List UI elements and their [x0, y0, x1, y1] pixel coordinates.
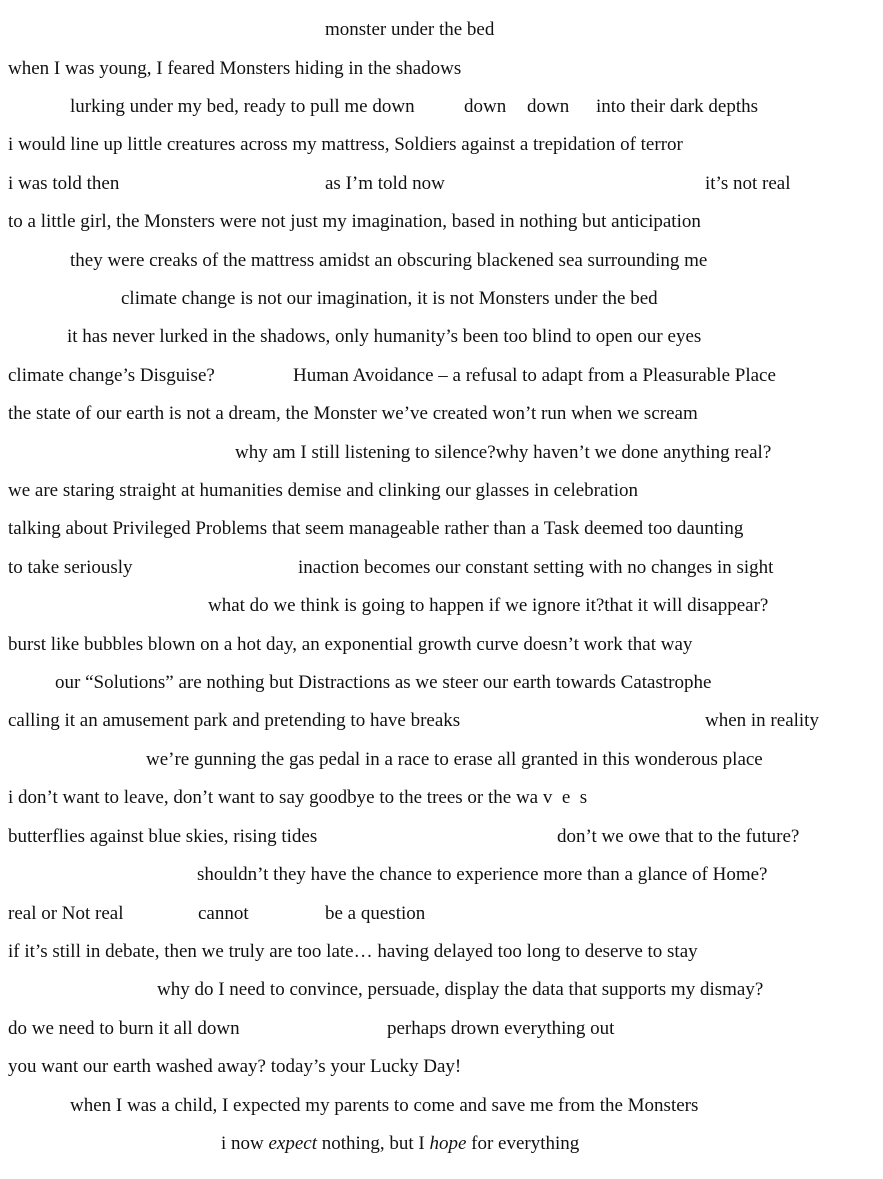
poem-line-fragment: be a question: [325, 903, 426, 924]
poem-line: they were creaks of the mattress amidst an obscuring blackened sea surrounding me: [70, 250, 708, 271]
poem-line: to take seriously: [8, 557, 133, 578]
poem-line: our “Solutions” are nothing but Distractions as we steer our earth towards Catastrophe: [55, 672, 712, 693]
poem-line: burst like bubbles blown on a hot day, an exponential growth curve doesn’t work that way: [8, 634, 693, 655]
closing-text: for everything: [466, 1133, 580, 1154]
poem-line-fragment: when in reality: [705, 710, 819, 731]
poem-line: to a little girl, the Monsters were not just my imagination, based in nothing but anticipation: [8, 211, 701, 232]
poem-line-fragment: perhaps drown everything out: [387, 1018, 615, 1039]
poem-line: we are staring straight at humanities demise and clinking our glasses in celebration: [8, 480, 638, 501]
poem-line: lurking under my bed, ready to pull me down: [70, 96, 415, 117]
poem-line-fragment: it’s not real: [705, 173, 791, 194]
poem-line-fragment: inaction becomes our constant setting with no changes in sight: [298, 557, 774, 578]
poem-line: i would line up little creatures across my mattress, Soldiers against a trepidation of terror: [8, 134, 683, 155]
poem-line: i was told then: [8, 173, 120, 194]
closing-text: i now: [221, 1133, 269, 1154]
poem-line: what do we think is going to happen if we ignore it?that it will disappear?: [208, 595, 769, 616]
closing-emphasis-hope: hope: [429, 1133, 467, 1154]
poem-line: the state of our earth is not a dream, the Monster we’ve created won’t run when we scream: [8, 403, 698, 424]
poem-title: monster under the bed: [325, 19, 495, 40]
poem-line: shouldn’t they have the chance to experience more than a glance of Home?: [197, 864, 768, 885]
poem-line: real or Not real: [8, 903, 124, 924]
poem-line: climate change is not our imagination, it is not Monsters under the bed: [121, 288, 658, 309]
poem-line: if it’s still in debate, then we truly are too late… having delayed too long to deserve to stay: [8, 941, 698, 962]
poem-line: why am I still listening to silence?why haven’t we done anything real?: [235, 442, 772, 463]
poem-line: do we need to burn it all down: [8, 1018, 240, 1039]
poem-line: we’re gunning the gas pedal in a race to erase all granted in this wonderous place: [146, 749, 763, 770]
poem-line: why do I need to convince, persuade, display the data that supports my dismay?: [157, 979, 764, 1000]
closing-text: nothing, but I: [317, 1133, 430, 1154]
poem-line: it has never lurked in the shadows, only humanity’s been too blind to open our eyes: [67, 326, 702, 347]
poem-line: i don’t want to leave, don’t want to say goodbye to the trees or the wa v e s: [8, 787, 588, 808]
poem-line-fragment: don’t we owe that to the future?: [557, 826, 800, 847]
poem-line: when I was young, I feared Monsters hiding in the shadows: [8, 58, 462, 79]
poem-line: calling it an amusement park and pretending to have breaks: [8, 710, 461, 731]
closing-emphasis-expect: expect: [268, 1133, 318, 1154]
poem-line: you want our earth washed away? today’s your Lucky Day!: [8, 1056, 462, 1077]
poem-line-fragment: cannot: [198, 903, 249, 924]
poem-closing-line: [221, 1134, 579, 1153]
poem-line-fragment: into their dark depths: [596, 96, 758, 117]
poem-line-fragment: as I’m told now: [325, 173, 445, 194]
poem-line: climate change’s Disguise?: [8, 365, 215, 386]
poem-line-fragment: down: [527, 96, 570, 117]
poem-line: talking about Privileged Problems that seem manageable rather than a Task deemed too daunting: [8, 518, 744, 539]
poem-line: when I was a child, I expected my parents to come and save me from the Monsters: [70, 1095, 699, 1116]
poem-line-fragment: Human Avoidance – a refusal to adapt from a Pleasurable Place: [293, 365, 776, 386]
poem-line: butterflies against blue skies, rising tides: [8, 826, 318, 847]
poem-line-fragment: down: [464, 96, 507, 117]
